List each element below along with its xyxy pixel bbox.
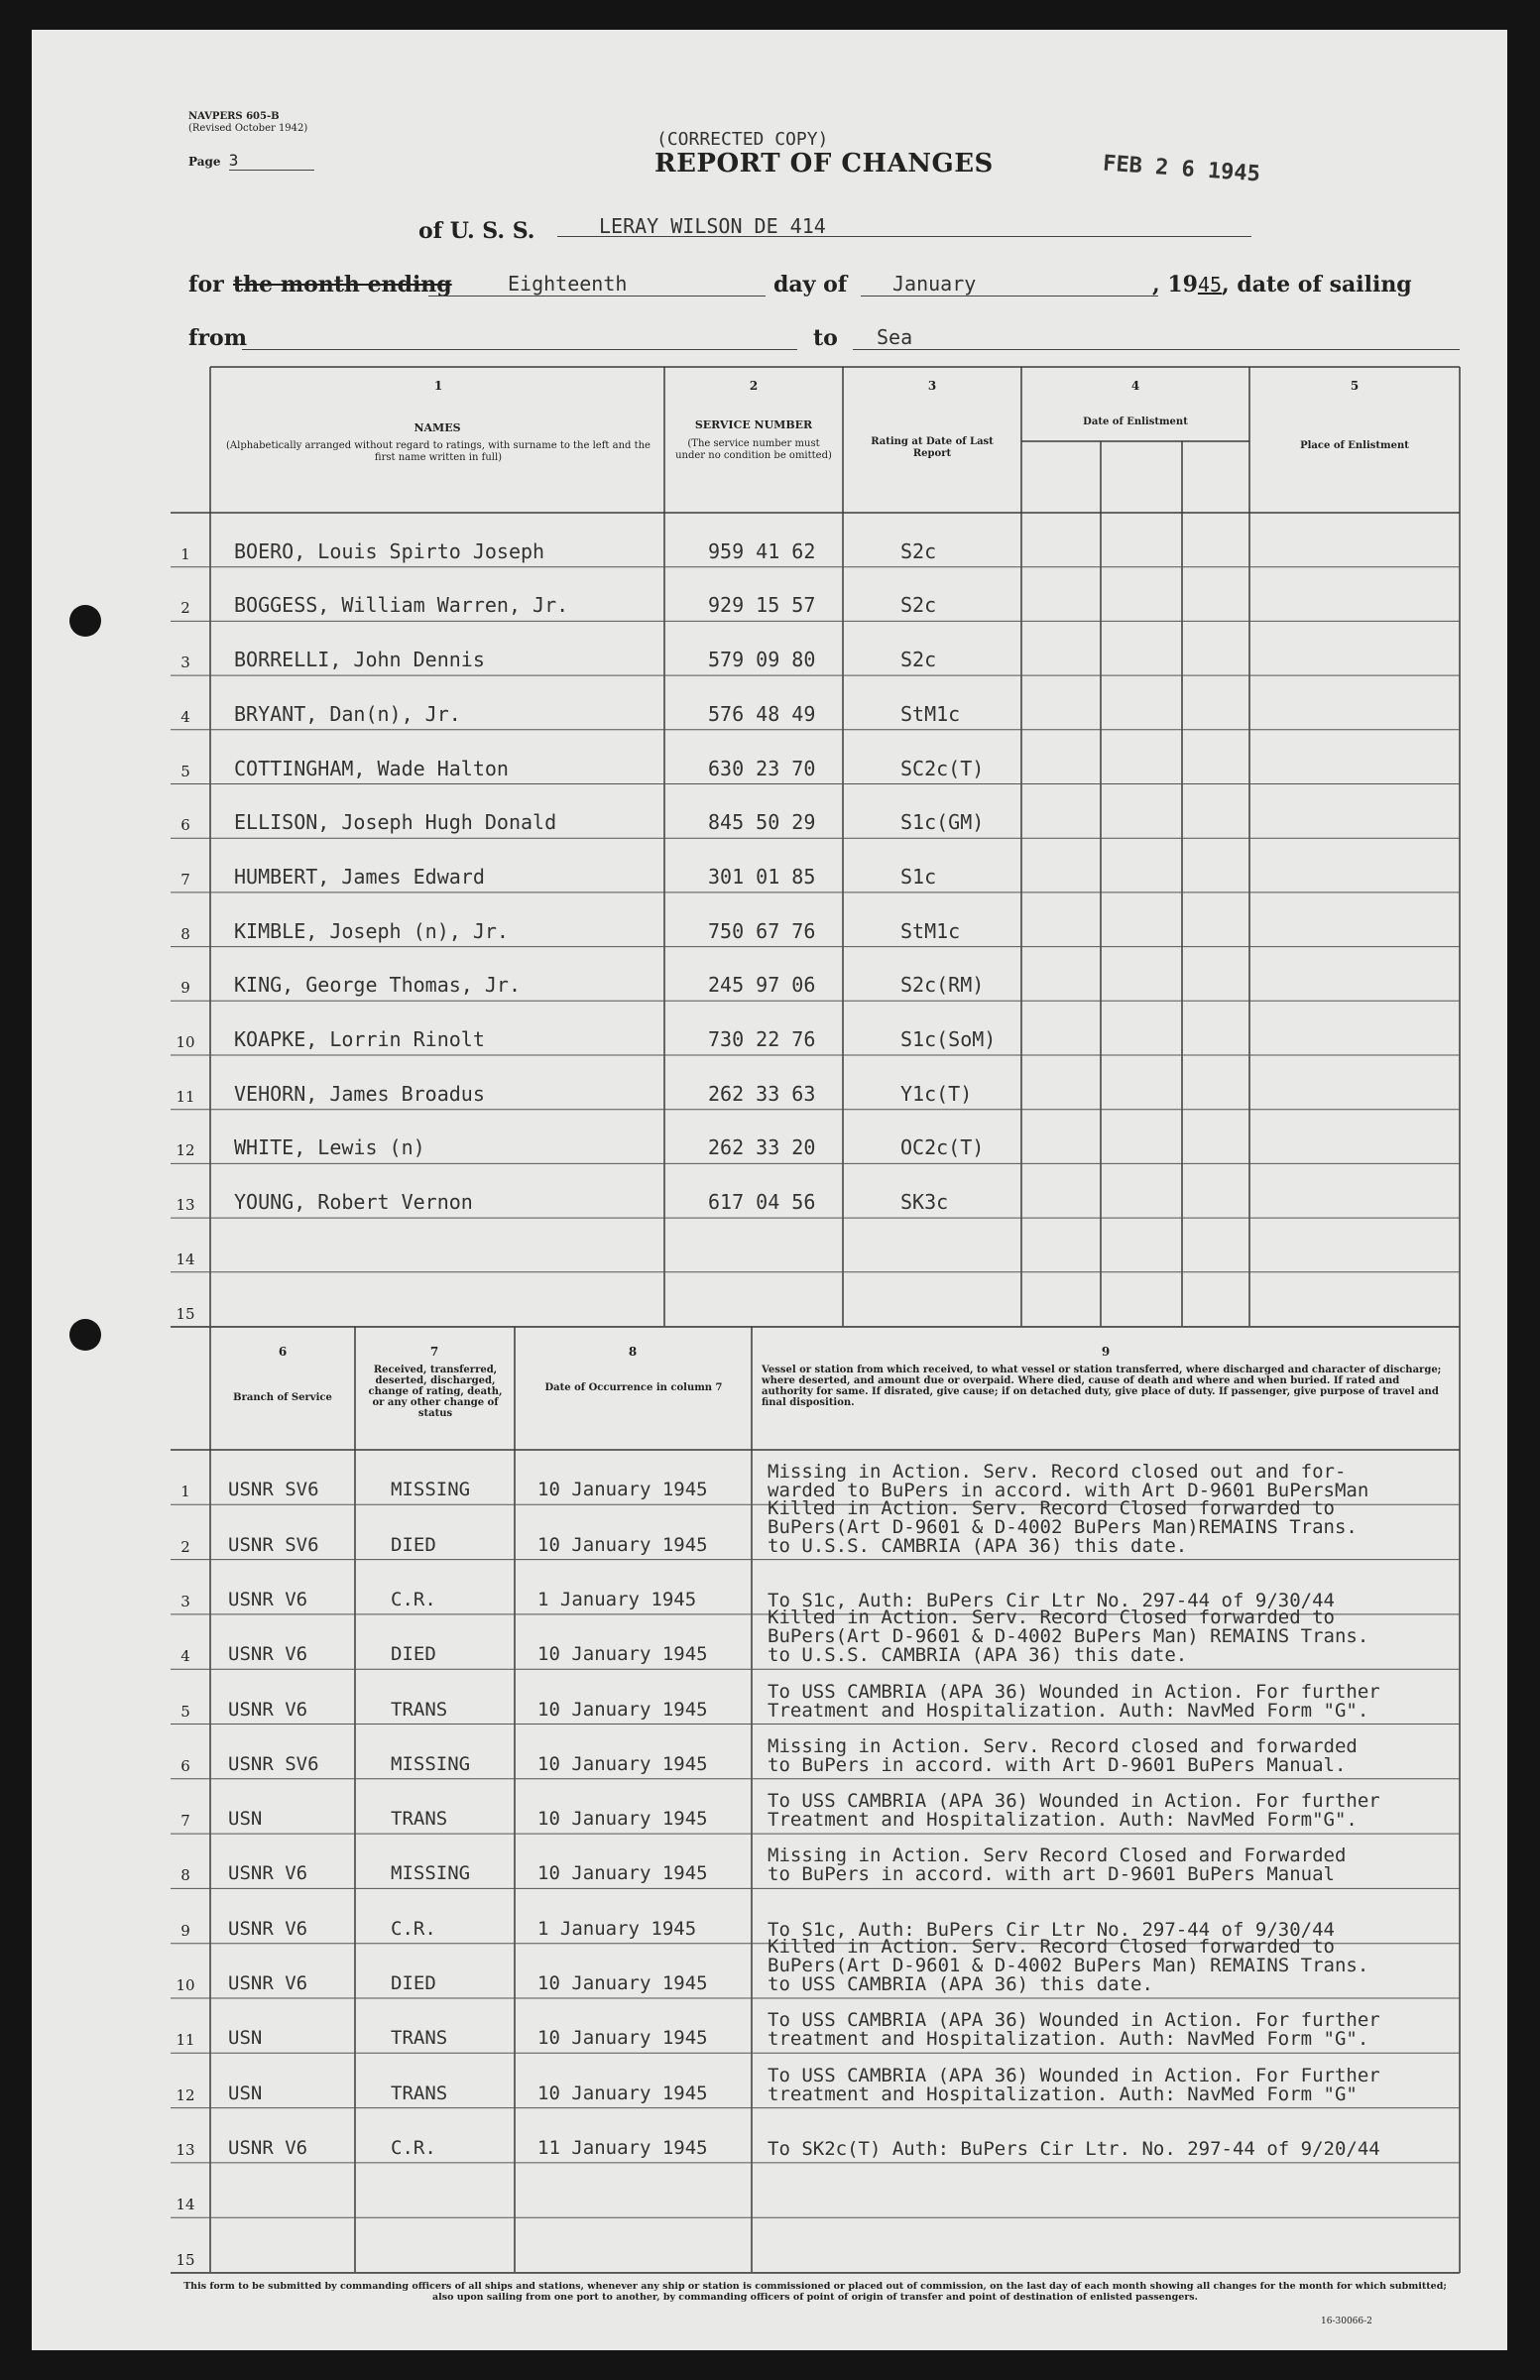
occurrence-date: 1 January 1945 bbox=[537, 1588, 697, 1610]
branch-of-service: USNR V6 bbox=[228, 1698, 308, 1721]
form-title: REPORT OF CHANGES bbox=[654, 149, 994, 178]
rating: S2c(RM) bbox=[900, 973, 985, 998]
col-6-number: 6 bbox=[278, 1345, 288, 1359]
col-7-number: 7 bbox=[429, 1345, 439, 1359]
names-subheader: (Alphabetically arranged without regard to ratings, with surname to the left and the first name written in full) bbox=[226, 440, 651, 463]
col-8-number: 8 bbox=[628, 1345, 638, 1359]
row-number: 1 bbox=[180, 544, 190, 563]
row-number: 13 bbox=[176, 2140, 195, 2159]
row-number: 2 bbox=[180, 1537, 190, 1556]
occurrence-date: 10 January 1945 bbox=[537, 1643, 708, 1666]
row-number: 15 bbox=[176, 1304, 195, 1323]
branch-of-service: USNR V6 bbox=[228, 2136, 308, 2159]
remark-line: to BuPers in accord. with art D-9601 BuPers Manual bbox=[768, 1863, 1335, 1886]
row-number: 9 bbox=[180, 1921, 190, 1940]
service-number: 579 09 80 bbox=[708, 648, 816, 672]
service-number: 262 33 63 bbox=[708, 1081, 816, 1106]
day-value: Eighteenth bbox=[508, 272, 628, 296]
person-name: VEHORN, James Broadus bbox=[234, 1081, 485, 1106]
rating: S1c(GM) bbox=[900, 810, 985, 835]
rating: S2c bbox=[900, 593, 937, 618]
col-3-number: 3 bbox=[927, 379, 937, 393]
remark-line: Killed in Action. Serv. Record Closed forwarded to bbox=[768, 1496, 1335, 1519]
col-2-number: 2 bbox=[749, 379, 759, 393]
row-number: 3 bbox=[180, 1592, 190, 1610]
enlistment-header: Date of Enlistment bbox=[1083, 416, 1188, 427]
row-number: 5 bbox=[180, 1702, 190, 1721]
remark-line: To USS CAMBRIA (APA 36) Wounded in Action. For further bbox=[768, 1680, 1380, 1703]
person-name: WHITE, Lewis (n) bbox=[234, 1135, 425, 1160]
row-number: 4 bbox=[180, 1647, 190, 1666]
service-number: 730 22 76 bbox=[708, 1027, 816, 1051]
remark-line: Treatment and Hospitalization. Auth: NavMed Form"G". bbox=[768, 1809, 1358, 1832]
status-header: Received, transferred, deserted, discharged, change of rating, death, or any other change of status bbox=[368, 1365, 503, 1419]
corrected-copy: (CORRECTED COPY) bbox=[656, 129, 829, 150]
branch-of-service: USN bbox=[228, 2027, 263, 2050]
row-number: 10 bbox=[176, 1033, 195, 1051]
to-value: Sea bbox=[877, 325, 913, 349]
footer-note: This form to be submitted by commanding officers of all ships and stations, whenever any ship or station is commissioned or placed out of commission, on the last day of each month showing all changes for the month for which submitted; also upon sailing from one port to another, by commanding officers of point of origin of transfer and point of destination of enlisted passengers. bbox=[183, 2281, 1447, 2303]
occurrence-date: 11 January 1945 bbox=[537, 2136, 708, 2159]
rating-header: Rating at Date of Last Report bbox=[871, 436, 994, 459]
remark-line: Missing in Action. Serv. Record closed out and for- bbox=[768, 1461, 1347, 1484]
service-number: 617 04 56 bbox=[708, 1190, 816, 1215]
row-number: 11 bbox=[176, 2031, 195, 2050]
person-name: ELLISON, Joseph Hugh Donald bbox=[234, 810, 557, 835]
branch-of-service: USNR V6 bbox=[228, 1972, 308, 1994]
remark-line: Missing in Action. Serv Record Closed and Forwarded bbox=[768, 1844, 1347, 1867]
remark-line: Treatment and Hospitalization. Auth: NavMed Form "G". bbox=[768, 1699, 1369, 1722]
row-number: 10 bbox=[176, 1976, 195, 1994]
branch-of-service: USN bbox=[228, 2082, 263, 2104]
change-status: DIED bbox=[391, 1533, 436, 1556]
person-name: BORRELLI, John Dennis bbox=[234, 648, 485, 672]
person-name: KING, George Thomas, Jr. bbox=[234, 973, 521, 998]
row-number: 14 bbox=[176, 1250, 195, 1268]
date-header: Date of Occurrence in column 7 bbox=[544, 1382, 723, 1393]
change-status: TRANS bbox=[391, 1808, 448, 1831]
person-name: KOAPKE, Lorrin Rinolt bbox=[234, 1027, 485, 1051]
remark-line: to U.S.S. CAMBRIA (APA 36) this date. bbox=[768, 1644, 1188, 1667]
person-name: BRYANT, Dan(n), Jr. bbox=[234, 701, 461, 726]
row-number: 8 bbox=[180, 1866, 190, 1885]
branch-header: Branch of Service bbox=[233, 1392, 332, 1403]
occurrence-date: 10 January 1945 bbox=[537, 1752, 708, 1775]
remark-line: to U.S.S. CAMBRIA (APA 36) this date. bbox=[768, 1534, 1188, 1557]
occurrence-date: 10 January 1945 bbox=[537, 1479, 708, 1501]
rating: S1c bbox=[900, 864, 937, 889]
col-9-number: 9 bbox=[1101, 1345, 1111, 1359]
col-5-number: 5 bbox=[1350, 379, 1360, 393]
rating: S1c(SoM) bbox=[900, 1027, 997, 1051]
remark-line: To USS CAMBRIA (APA 36) Wounded in Action. For further bbox=[768, 1790, 1380, 1813]
remark-line: Killed in Action. Serv. Record Closed forwarded to bbox=[768, 1936, 1335, 1958]
row-number: 7 bbox=[180, 1812, 190, 1831]
to-label: to bbox=[813, 325, 838, 351]
change-status: DIED bbox=[391, 1972, 436, 1994]
occurrence-date: 10 January 1945 bbox=[537, 1698, 708, 1721]
person-name: KIMBLE, Joseph (n), Jr. bbox=[234, 918, 509, 943]
service-number: 262 33 20 bbox=[708, 1135, 816, 1160]
ship-label: of U. S. S. bbox=[418, 218, 535, 244]
change-status: TRANS bbox=[391, 1698, 448, 1721]
person-name: YOUNG, Robert Vernon bbox=[234, 1190, 473, 1215]
remarks-header: Vessel or station from which received, to what vessel or station transferred, where discharged and character of discharge; where deserted, and amount due or overpaid. Where died, cause of death and where and when buried. If rated and authority for same. If disrated, give cause; if on detached duty, give place of duty. If passenger, give purpose of travel and final disposition. bbox=[762, 1365, 1442, 1408]
remark-line: BuPers(Art D-9601 & D-4002 BuPers Man)REMAINS Trans. bbox=[768, 1515, 1358, 1538]
person-name: COTTINGHAM, Wade Halton bbox=[234, 756, 509, 780]
rating: SC2c(T) bbox=[900, 756, 985, 780]
col-4-number: 4 bbox=[1130, 379, 1140, 393]
rating: StM1c bbox=[900, 918, 961, 943]
row-number: 9 bbox=[180, 979, 190, 998]
row-number: 4 bbox=[180, 707, 190, 726]
change-status: DIED bbox=[391, 1643, 436, 1666]
remark-line: To USS CAMBRIA (APA 36) Wounded in Action. For further bbox=[768, 2009, 1380, 2032]
change-status: C.R. bbox=[391, 2136, 436, 2159]
row-number: 13 bbox=[176, 1196, 195, 1215]
month-ending-struck: the month ending bbox=[233, 272, 452, 298]
branch-of-service: USNR SV6 bbox=[228, 1479, 319, 1501]
person-name: BOGGESS, William Warren, Jr. bbox=[234, 593, 569, 618]
occurrence-date: 10 January 1945 bbox=[537, 1808, 708, 1831]
change-status: MISSING bbox=[391, 1479, 471, 1501]
form-id: NAVPERS 605-B (Revised October 1942) bbox=[188, 111, 308, 134]
remark-line: To USS CAMBRIA (APA 36) Wounded in Action. For Further bbox=[768, 2064, 1380, 2086]
rating: S2c bbox=[900, 648, 937, 672]
row-number: 12 bbox=[176, 2085, 195, 2104]
row-number: 6 bbox=[180, 816, 190, 835]
service-subheader: (The service number must under no condition be omitted) bbox=[675, 438, 832, 461]
year-value: 45 bbox=[1197, 273, 1223, 297]
remark-line: warded to BuPers in accord. with Art D-9601 BuPersMan bbox=[768, 1480, 1369, 1502]
service-number: 959 41 62 bbox=[708, 538, 816, 563]
service-number: 929 15 57 bbox=[708, 593, 816, 618]
occurrence-date: 10 January 1945 bbox=[537, 2027, 708, 2050]
branch-of-service: USNR V6 bbox=[228, 1917, 308, 1940]
year-label: , 1945, date of sailing bbox=[1152, 272, 1412, 298]
date-stamp: FEB 2 6 1945 bbox=[1102, 151, 1261, 187]
row-number: 2 bbox=[180, 599, 190, 618]
rating: S2c bbox=[900, 538, 937, 563]
change-status: C.R. bbox=[391, 1588, 436, 1610]
occurrence-date: 1 January 1945 bbox=[537, 1917, 697, 1940]
col-1-number: 1 bbox=[433, 379, 443, 393]
remark-line: Missing in Action. Serv. Record closed and forwarded bbox=[768, 1734, 1358, 1757]
names-header: NAMES bbox=[414, 421, 461, 434]
service-number: 845 50 29 bbox=[708, 810, 816, 835]
branch-of-service: USNR V6 bbox=[228, 1588, 308, 1610]
form-code: 16-30066-2 bbox=[1321, 2317, 1372, 2326]
row-number: 14 bbox=[176, 2196, 195, 2214]
occurrence-date: 10 January 1945 bbox=[537, 2082, 708, 2104]
remark-line: treatment and Hospitalization. Auth: NavMed Form "G". bbox=[768, 2028, 1369, 2051]
row-number: 7 bbox=[180, 870, 190, 889]
change-status: TRANS bbox=[391, 2082, 448, 2104]
row-number: 11 bbox=[176, 1087, 195, 1106]
remark-line: To SK2c(T) Auth: BuPers Cir Ltr. No. 297-44 of 9/20/44 bbox=[768, 2137, 1380, 2160]
row-number: 1 bbox=[180, 1483, 190, 1501]
service-number: 576 48 49 bbox=[708, 701, 816, 726]
row-number: 15 bbox=[176, 2250, 195, 2269]
ship-name: LERAY WILSON DE 414 bbox=[599, 214, 826, 238]
row-number: 8 bbox=[180, 924, 190, 943]
month-value: January bbox=[892, 272, 977, 296]
service-header: SERVICE NUMBER bbox=[694, 418, 813, 431]
service-number: 245 97 06 bbox=[708, 973, 816, 998]
rating: Y1c(T) bbox=[900, 1081, 973, 1106]
rating: StM1c bbox=[900, 701, 961, 726]
page-number: 3 bbox=[229, 151, 314, 171]
page-label: Page 3 bbox=[188, 151, 314, 171]
remark-line: BuPers(Art D-9601 & D-4002 BuPers Man) REMAINS Trans. bbox=[768, 1955, 1369, 1976]
branch-of-service: USNR V6 bbox=[228, 1862, 308, 1885]
row-number: 6 bbox=[180, 1756, 190, 1775]
branch-of-service: USNR SV6 bbox=[228, 1752, 319, 1775]
person-name: BOERO, Louis Spirto Joseph bbox=[234, 538, 545, 563]
service-number: 301 01 85 bbox=[708, 864, 816, 889]
change-status: TRANS bbox=[391, 2027, 448, 2050]
document-page bbox=[32, 30, 1507, 2350]
service-number: 750 67 76 bbox=[708, 918, 816, 943]
place-header: Place of Enlistment bbox=[1300, 440, 1409, 451]
row-number: 3 bbox=[180, 654, 190, 672]
branch-of-service: USN bbox=[228, 1808, 263, 1831]
rating: SK3c bbox=[900, 1190, 949, 1215]
occurrence-date: 10 January 1945 bbox=[537, 1533, 708, 1556]
remark-line: to BuPers in accord. with Art D-9601 BuPers Manual. bbox=[768, 1753, 1347, 1776]
change-status: MISSING bbox=[391, 1752, 471, 1775]
occurrence-date: 10 January 1945 bbox=[537, 1862, 708, 1885]
change-status: MISSING bbox=[391, 1862, 471, 1885]
remark-line: treatment and Hospitalization. Auth: NavMed Form "G" bbox=[768, 2082, 1358, 2105]
remark-line: BuPers(Art D-9601 & D-4002 BuPers Man) REMAINS Trans. bbox=[768, 1625, 1369, 1648]
person-name: HUMBERT, James Edward bbox=[234, 864, 485, 889]
remark-line: To S1c, Auth: BuPers Cir Ltr No. 297-44 of 9/30/44 bbox=[768, 1589, 1335, 1611]
change-status: C.R. bbox=[391, 1917, 436, 1940]
day-of-label: day of bbox=[773, 272, 848, 298]
for-label: for bbox=[188, 272, 224, 298]
occurrence-date: 10 January 1945 bbox=[537, 1972, 708, 1994]
service-number: 630 23 70 bbox=[708, 756, 816, 780]
rating: OC2c(T) bbox=[900, 1135, 985, 1160]
remark-line: To S1c, Auth: BuPers Cir Ltr No. 297-44 of 9/30/44 bbox=[768, 1918, 1335, 1941]
from-label: from bbox=[188, 325, 248, 351]
branch-of-service: USNR V6 bbox=[228, 1643, 308, 1666]
remark-line: Killed in Action. Serv. Record Closed forwarded to bbox=[768, 1606, 1335, 1629]
branch-of-service: USNR SV6 bbox=[228, 1533, 319, 1556]
remark-line: to USS CAMBRIA (APA 36) this date. bbox=[768, 1973, 1153, 1995]
row-number: 12 bbox=[176, 1141, 195, 1160]
row-number: 5 bbox=[180, 762, 190, 780]
